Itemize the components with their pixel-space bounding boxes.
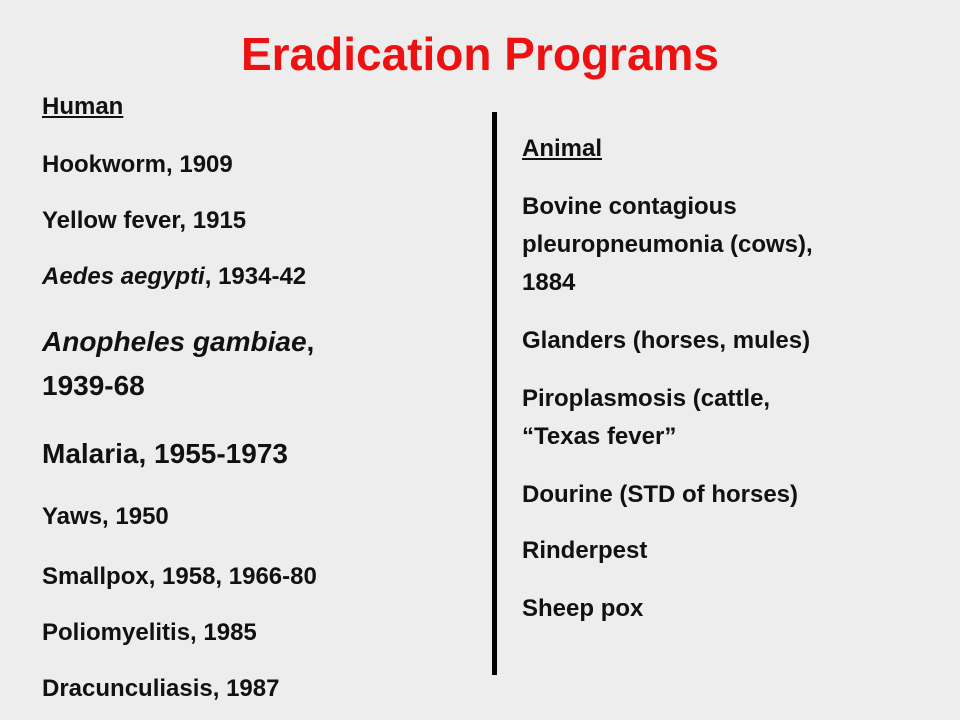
human-item-name: Hookworm	[42, 151, 167, 178]
human-item-name: Anopheles gambiae	[42, 326, 307, 357]
animal-item-sheep-pox: Sheep pox	[522, 595, 644, 622]
page-title: Eradication Programs	[240, 28, 720, 80]
human-item-dracunculiasis	[42, 672, 279, 706]
animal-item-rinderpest: Rinderpest	[522, 537, 648, 564]
human-item-name: Dracunculiasis	[42, 675, 213, 702]
human-item-year: , 1909	[166, 151, 233, 178]
human-item-year: , 1915	[179, 207, 247, 234]
animal-item-dourine: Dourine (STD of horses)	[522, 481, 799, 508]
human-item-hookworm	[42, 148, 233, 182]
human-item-name: Aedes aegypti	[42, 263, 205, 290]
human-item-poliomyelitis	[42, 616, 257, 650]
column-divider	[492, 112, 497, 675]
human-item-name: Poliomyelitis	[42, 619, 191, 646]
human-item-year: ,	[306, 326, 315, 357]
human-item-anopheles-gambiae-years: 1939-68	[42, 370, 145, 401]
human-item-aedes-aegypti	[42, 260, 306, 294]
human-item-yaws	[42, 500, 169, 534]
human-item-yellow-fever	[42, 204, 246, 238]
animal-item-bovine-line2: pleuropneumonia (cows),	[522, 231, 813, 258]
human-item-name: Yellow fever	[42, 207, 180, 234]
human-item-name: Yaws	[42, 503, 103, 530]
human-item-year: , 1955-1973	[138, 438, 288, 469]
animal-item-bovine-line3: 1884	[522, 269, 576, 296]
human-item-year: , 1934-42	[204, 263, 307, 290]
human-heading: Human	[42, 93, 124, 120]
human-item-year: , 1958, 1966-80	[148, 563, 317, 590]
human-item-name: Malaria	[42, 438, 139, 469]
animal-heading: Animal	[522, 135, 603, 162]
human-item-year: , 1987	[212, 675, 280, 702]
animal-item-piroplasmosis-line1: Piroplasmosis (cattle,	[522, 385, 771, 412]
human-item-year: , 1950	[102, 503, 169, 530]
animal-item-bovine-line1: Bovine contagious	[522, 193, 737, 220]
animal-item-piroplasmosis-line2: “Texas fever”	[522, 423, 677, 450]
human-item-malaria	[42, 434, 288, 474]
human-item-smallpox	[42, 560, 317, 594]
human-item-year: , 1985	[190, 619, 257, 646]
animal-item-glanders: Glanders (horses, mules)	[522, 327, 811, 354]
human-item-name: Smallpox	[42, 563, 149, 590]
human-item-anopheles-gambiae	[42, 322, 314, 362]
